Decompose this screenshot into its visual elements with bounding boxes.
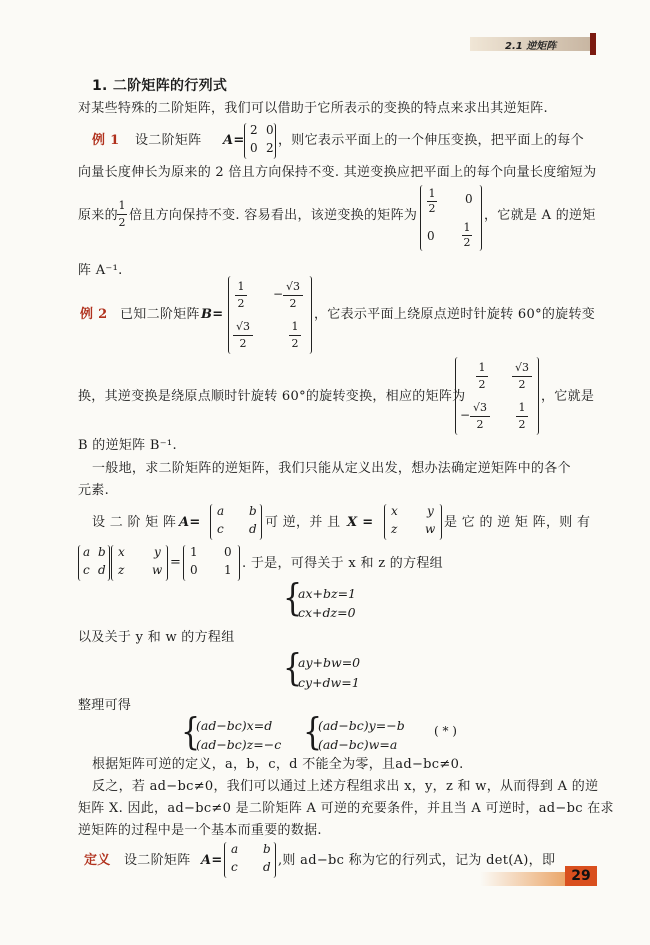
equation-tag: ( * )	[434, 724, 457, 738]
example-1-text-b: ，则它表示平面上的一个伸压变换，把平面上的每个	[278, 133, 584, 148]
system-3b-eq-1: (ad−bc)y=−b	[318, 718, 405, 733]
general-para-2a: 设 二 阶 矩 阵	[92, 515, 177, 530]
example-2-label: 例 2	[80, 307, 108, 322]
example-2-line-2a: 换，其逆变换是绕原点顺时针旋转 60°的旋转变换，相应的矩阵为	[78, 389, 466, 404]
fraction-half: 1 2	[118, 199, 126, 229]
general-para-7c: 逆矩阵的过程中是一个基本而重要的数据.	[78, 823, 322, 838]
matrix-b-name: B=	[201, 307, 224, 322]
example-2-line-3: B 的逆矩阵 B⁻¹.	[78, 438, 177, 453]
example-2-text-a: 已知二阶矩阵	[120, 307, 200, 322]
example-1-line-3a: 原来的	[78, 208, 118, 223]
header-marker	[590, 33, 596, 55]
system-3a-eq-1: (ad−bc)x=d	[196, 718, 273, 733]
example-1-line-3b: 倍且方向保持不变. 容易看出，该逆变换的矩阵为	[129, 208, 418, 223]
system-3a-eq-2: (ad−bc)z=−c	[196, 737, 282, 752]
brace-system-1: {	[283, 576, 303, 621]
matrix-b-inverse: 1 2 √3 2 − √3 2 1 2	[455, 357, 539, 435]
matrix-x: x y z w	[384, 504, 442, 540]
system-1-eq-2: cx+dz=0	[298, 605, 356, 620]
matrix-b: 1 2 − √3 2 √3 2 1 2	[228, 276, 312, 354]
matrix-a-name-2: A=	[179, 515, 201, 530]
section-heading: 1. 二阶矩阵的行列式	[92, 78, 228, 94]
section-label: 2.1 逆矩阵	[505, 41, 557, 52]
page-number: 29	[565, 866, 597, 886]
matrix-a-definition: a b c d	[224, 842, 276, 878]
general-para-7a: 反之，若 ad−bc≠0，我们可以通过上述方程组求出 x，y，z 和 w，从而得到 A 的逆	[92, 779, 599, 794]
matrix-a-inverse: 1 2 0 0 1 2	[420, 185, 482, 251]
general-para-1b: 元素.	[78, 483, 110, 498]
general-para-2b: 可 逆，并 且	[265, 515, 341, 530]
example-2-text-b: ，它表示平面上绕原点逆时针旋转 60°的旋转变	[314, 307, 596, 322]
system-1-eq-1: ax+bz=1	[298, 586, 356, 601]
matrix-a-name-3: A=	[201, 853, 223, 868]
intro-paragraph: 对某些特殊的二阶矩阵，我们可以借助于它所表示的变换的特点来求出其逆矩阵.	[78, 101, 548, 116]
brace-system-3a: {	[181, 710, 201, 755]
system-2-eq-2: cy+dw=1	[298, 675, 360, 690]
system-3b-eq-2: (ad−bc)w=a	[318, 737, 398, 752]
example-1-line-3c: ，它就是 A 的逆矩	[484, 208, 596, 223]
definition-text-b: ,则 ad−bc 称为它的行列式，记为 det(A)，即	[278, 853, 556, 868]
matrix-x-name: X =	[347, 515, 374, 530]
matrix-product-a: a b c d	[78, 545, 110, 581]
general-para-4: 以及关于 y 和 w 的方程组	[78, 630, 235, 645]
general-para-6: 根据矩阵可逆的定义，a，b，c，d 不能全为零，且ad−bc≠0.	[92, 757, 464, 772]
equals-sign: =	[170, 555, 181, 570]
brace-system-2: {	[283, 646, 303, 691]
matrix-product-x: x y z w	[111, 545, 168, 581]
brace-system-3b: {	[303, 710, 323, 755]
definition-label: 定义	[84, 853, 111, 868]
general-para-3: . 于是，可得关于 x 和 z 的方程组	[242, 556, 443, 571]
example-1-line-4: 阵 A⁻¹.	[78, 263, 123, 278]
general-para-7b: 矩阵 X. 因此，ad−bc≠0 是二阶矩阵 A 可逆的充要条件，并且当 A 可逆时，ad−bc 在求	[78, 801, 614, 816]
matrix-a: 2 0 0 2	[244, 123, 276, 159]
identity-matrix: 1 0 0 1	[183, 545, 240, 581]
system-2-eq-1: ay+bw=0	[298, 655, 361, 670]
example-1-label: 例 1	[92, 133, 120, 148]
definition-text-a: 设二阶矩阵	[124, 853, 191, 868]
general-para-1a: 一般地，求二阶矩阵的逆矩阵，我们只能从定义出发，想办法确定逆矩阵中的各个	[92, 461, 571, 476]
matrix-a-name: A=	[223, 133, 245, 148]
example-1-line-2: 向量长度伸长为原来的 2 倍且方向保持不变. 其逆变换应把平面上的每个向量长度缩短为	[78, 165, 597, 180]
example-2-line-2b: ，它就是	[541, 389, 595, 404]
general-para-2c: 是 它 的 逆 矩 阵，则 有	[444, 515, 591, 530]
matrix-a-general: a b c d	[210, 504, 262, 540]
example-1-text-a: 设二阶矩阵	[135, 133, 202, 148]
general-para-5: 整理可得	[78, 698, 132, 713]
